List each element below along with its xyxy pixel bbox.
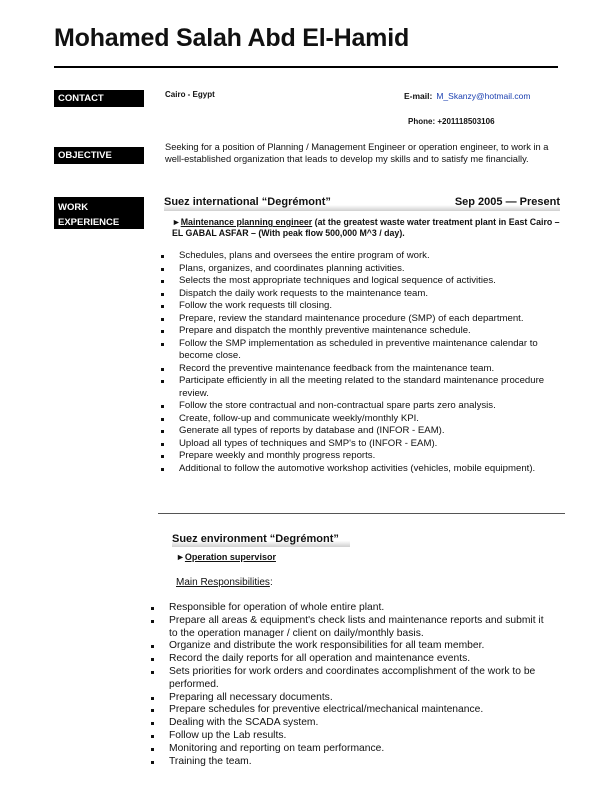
candidate-name: Mohamed Salah Abd El-Hamid (54, 24, 410, 52)
duty-item: Record the preventive maintenance feedback from the maintenance team. (159, 363, 551, 376)
job1-company: Suez international “Degrémont” (164, 196, 331, 208)
duty-item: Dealing with the SCADA system. (149, 717, 549, 730)
duty-item: Schedules, plans and oversees the entire program of work. (159, 250, 551, 263)
duty-item: Prepare schedules for preventive electrical/mechanical maintenance. (149, 704, 549, 717)
job1-heading (164, 196, 560, 211)
duty-item: Prepare weekly and monthly progress reports. (159, 450, 551, 463)
duty-item: Selects the most appropriate techniques and logical sequence of activities. (159, 275, 551, 288)
duty-item: Prepare all areas & equipment's check lists and maintenance reports and submit it to the operation manager / client on daily/monthly basis. (149, 615, 549, 641)
job2-responsibilities-title: Main Responsibilities: (176, 577, 273, 588)
job1-role-detail: (at the greatest waste water treatment plant in East Cairo – EL GABAL ASFAR – (With peak flow 500,000 M^3 / day). (172, 217, 560, 238)
job1-role-title: Maintenance planning engineer (180, 217, 313, 227)
job2-company: Suez environment “Degrémont” (172, 533, 350, 547)
objective-text: Seeking for a position of Planning / Management Engineer or operation engineer, to work in a well-established organization that leads to develop my skills and to satisfy me financially. (165, 142, 549, 164)
duty-item: Prepare and dispatch the monthly preventive maintenance schedule. (159, 325, 551, 338)
email-label: E-mail: (404, 91, 433, 101)
duty-item: Follow the SMP implementation as scheduled in preventive maintenance calendar to become close. (159, 338, 551, 363)
section-divider (158, 513, 565, 514)
objective-label: OBJECTIVE (54, 147, 144, 164)
duty-item: Create, follow-up and communicate weekly/monthly KPI. (159, 413, 551, 426)
header-rule (54, 66, 558, 68)
duty-item: Plans, organizes, and coordinates planning activities. (159, 263, 551, 276)
duty-item: Generate all types of reports by database and (INFOR - EAM). (159, 425, 551, 438)
duty-item: Additional to follow the automotive workshop activities (vehicles, mobile equipment). (159, 463, 551, 476)
role-marker-icon: ► (172, 217, 181, 227)
email-link[interactable]: M_Skanzy@hotmail.com (436, 91, 531, 101)
duty-item: Follow the work requests till closing. (159, 300, 551, 313)
job2-duties (149, 602, 549, 768)
duty-item: Upload all types of techniques and SMP's to (INFOR - EAM). (159, 438, 551, 451)
work-experience-label (54, 197, 144, 229)
job2-role-title: Operation supervisor (184, 552, 276, 562)
role-marker-icon: ► (176, 552, 185, 562)
duty-item: Participate efficiently in all the meeting related to the standard maintenance procedure review. (159, 375, 551, 400)
duty-item: Prepare, review the standard maintenance procedure (SMP) of each department. (159, 313, 551, 326)
duty-item: Follow up the Lab results. (149, 730, 549, 743)
duty-item: Monitoring and reporting on team performance. (149, 743, 549, 756)
work-label-line2: EXPERIENCE (58, 217, 120, 228)
duty-item: Training the team. (149, 756, 549, 769)
duty-item: Responsible for operation of whole entire plant. (149, 602, 549, 615)
contact-city: Cairo - Egypt (165, 90, 215, 99)
job1-role (172, 217, 560, 239)
job2-role (176, 552, 276, 562)
duty-item: Follow the store contractual and non-contractual spare parts zero analysis. (159, 400, 551, 413)
duty-item: Sets priorities for work orders and coordinates accomplishment of the work to be performed. (149, 666, 549, 692)
contact-label: CONTACT (54, 90, 144, 107)
duty-item: Preparing all necessary documents. (149, 692, 549, 705)
duty-item: Record the daily reports for all operation and maintenance events. (149, 653, 549, 666)
email-row (404, 91, 530, 101)
work-label-line1: WORK (58, 202, 89, 213)
duty-item: Dispatch the daily work requests to the maintenance team. (159, 288, 551, 301)
duty-item: Organize and distribute the work responsibilities for all team member. (149, 640, 549, 653)
job1-duties (159, 250, 551, 475)
job1-dates: Sep 2005 — Present (454, 196, 560, 208)
contact-phone: Phone: +201118503106 (408, 117, 495, 126)
